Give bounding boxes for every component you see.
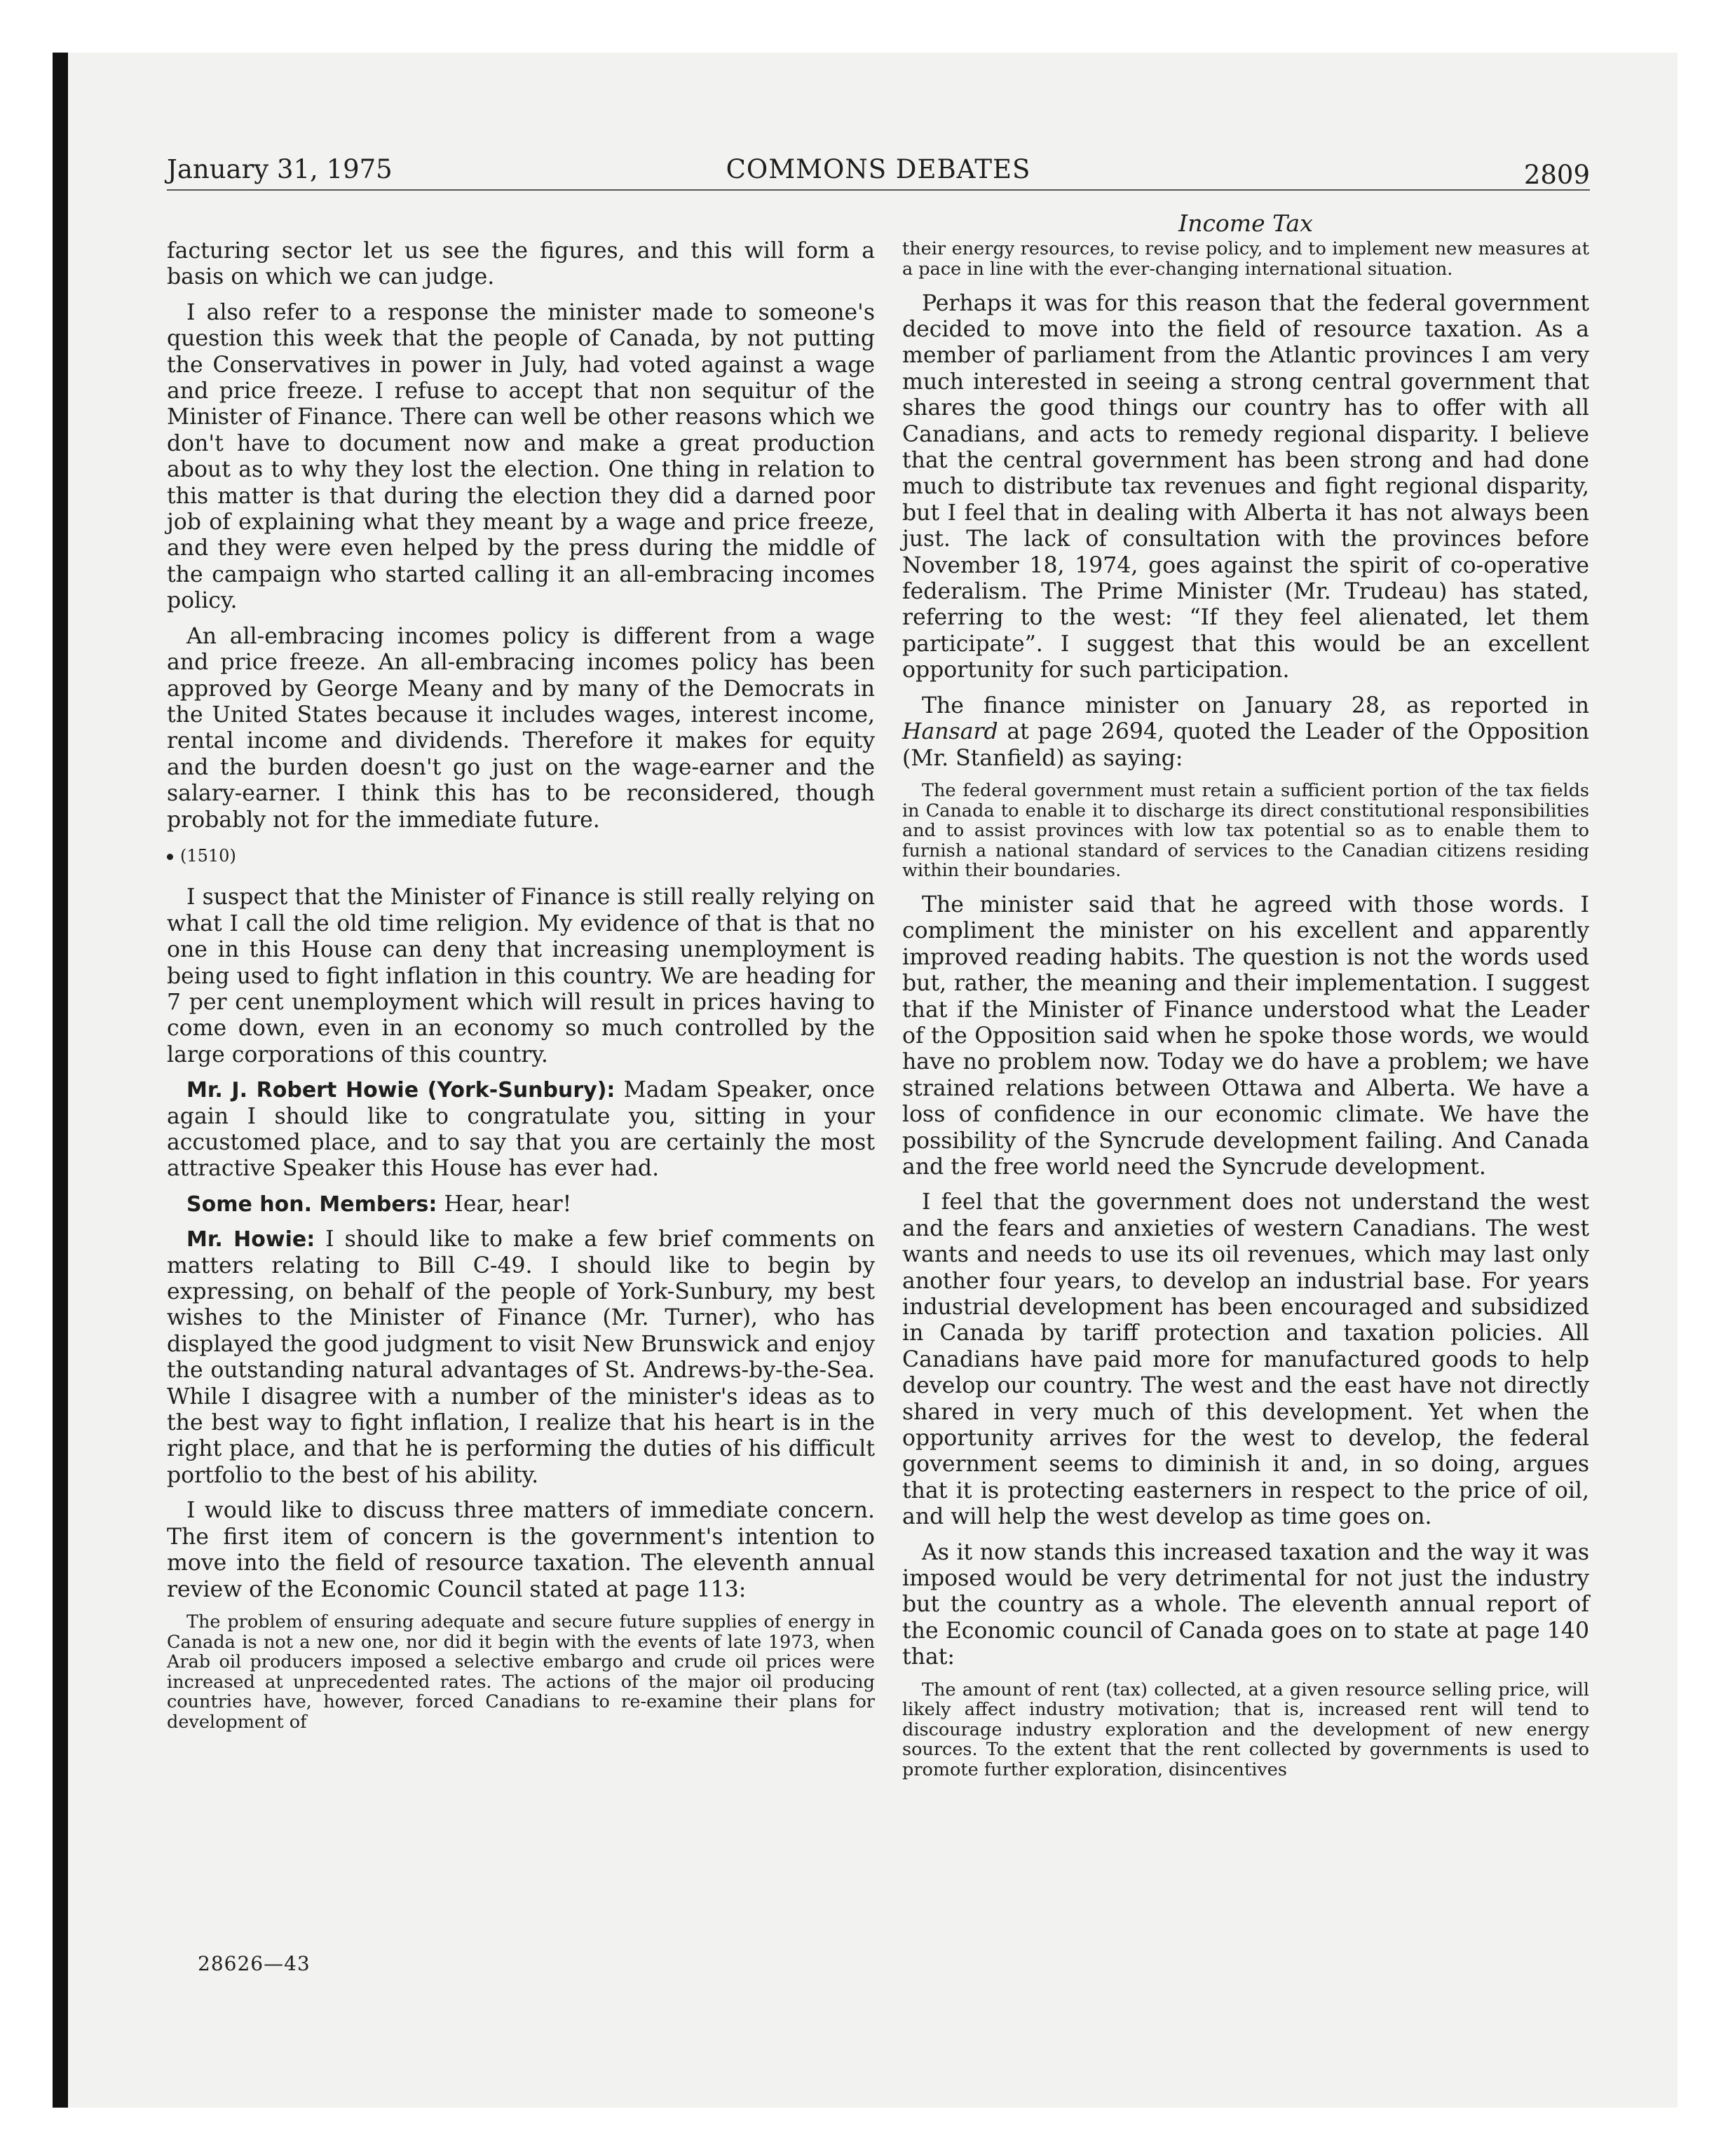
header-title: COMMONS DEBATES [726,154,1031,184]
block-quote: The problem of ensuring adequate and secure future supplies of energy in Canada is not a new one, nor did it begin with the events of late 1973, when Arab oil producers imposed a selective embargo and crude oil prices were increased at unprecedented rates. The actions of the major oil producing countries have, however, forced Canadians to re-examine their plans for development of [167,1611,875,1733]
time-marker [167,843,875,869]
paragraph [902,693,1589,772]
speech-text: Madam Speaker, once again I should like to congratulate you, sitting in your accustomed place, and to say that you are certainly the most attractive Speaker this House has ever had. [167,1077,875,1182]
header-page-number: 2809 [1523,160,1590,190]
text-run: The finance minister on January 28, as reported in [922,692,1589,718]
speech-paragraph [167,1077,875,1182]
time-marker-label: (1510) [180,845,236,866]
speaker-name: Mr. Howie: [186,1227,315,1253]
binding-edge [53,53,68,2108]
text-run: at page 2694, quoted the Leader of the Opposition (Mr. Stanfield) as saying: [902,719,1589,771]
paragraph: I would like to discuss three matters of immediate concern. The first item of concern is the government's intention to move into the field of resource taxation. The eleventh annual review of the Economic Council stated at page 113: [167,1498,875,1602]
right-column [902,210,1589,1792]
paragraph: Perhaps it was for this reason that the federal government decided to move into the field of resource taxation. As a member of parliament from the Atlantic provinces I am very much interested in seeing a strong central government that shares the good things our country has to offer with all Canadians, and acts to remedy regional disparity. I believe that the central government has been strong and had done much to distribute tax revenues and fight regional disparity, but I feel that in dealing with Alberta it has not always been just. The lack of consultation with the provinces before November 18, 1974, goes against the spirit of co-operative federalism. The Prime Minister (Mr. Trudeau) has stated, referring to the west: “If they feel alienated, let them participate”. I suggest that this would be an excellent opportunity for such participation. [902,290,1589,683]
paragraph: The minister said that he agreed with those words. I compliment the minister on his excellent and apparently improved reading habits. The question is not the words used but, rather, the meaning and their implementation. I suggest that if the Minister of Finance understood what the Leader of the Opposition said when he spoke those words, we would have no problem now. Today we do have a problem; we have strained relations between Ottawa and Alberta. We have a loss of confidence in our economic climate. We have the possibility of the Syncrude development failing. And Canada and the free world need the Syncrude development. [902,892,1589,1180]
speech-text: I should like to make a few brief comments on matters relating to Bill C-49. I should like to begin by expressing, on behalf of the people of York-Sunbury, my best wishes to the Minister of Finance (Mr. Turner), who has displayed the good judgment to visit New Brunswick and enjoy the outstanding natural advantages of St. Andrews-by-the-Sea. While I disagree with a number of the minister's ideas as to the best way to fight inflation, I realize that his heart is in the right place, and that he is performing the duties of his difficult portfolio to the best of his ability. [167,1227,875,1488]
paragraph: An all-embracing incomes policy is different from a wage and price freeze. An all-embracing incomes policy has been approved by George Meany and by many of the Democrats in the United States because it includes wages, interest income, rental income and dividends. Therefore it makes for equity and the burden doesn't go just on the wage-earner and the salary-earner. I think this has to be reconsidered, though probably not for the immediate future. [167,623,875,833]
paragraph: I suspect that the Minister of Finance is still really relying on what I call the old time religion. My evidence of that is that no one in this House can deny that increasing unemployment is being used to fight inflation in this country. We are heading for 7 per cent unemployment which will result in prices having to come down, even in an economy so much controlled by the large corporations of this country. [167,885,875,1067]
bullet-icon [167,854,173,860]
speaker-name: Mr. J. Robert Howie (York-Sunbury): [186,1078,615,1103]
hansard-reference: Hansard [902,719,998,745]
left-column [167,238,875,1743]
page-header [167,153,1590,191]
speech-paragraph [167,1227,875,1489]
header-date: January 31, 1975 [167,154,393,184]
block-quote: their energy resources, to revise policy, and to implement new measures at a pace in line with the ever-changing international situation. [902,238,1589,280]
paragraph: As it now stands this increased taxation and the way it was imposed would be very detrimental for not just the industry but the country as a whole. The eleventh annual report of the Economic council of Canada goes on to state at page 140 that: [902,1539,1589,1670]
block-quote: The amount of rent (tax) collected, at a given resource selling price, will likely affect industry motivation; that is, increased rent will tend to discourage industry exploration and the development of new energy sources. To the extent that the rent collected by governments is used to promote further exploration, disincentives [902,1679,1589,1781]
paragraph: I feel that the government does not understand the west and the fears and anxieties of western Canadians. The west wants and needs to use its oil revenues, which may last only another four years, to develop an industrial base. For years industrial development has been encouraged and subsidized in Canada by tariff protection and taxation policies. All Canadians have paid more for manufactured goods to help develop our country. The west and the east have not directly shared in very much of this development. Yet when the opportunity arrives for the west to develop, the federal government seems to diminish it and, in so doing, argues that it is protecting easterners in respect to the price of oil, and will help the west develop as time goes on. [902,1189,1589,1530]
speech-text: Hear, hear! [444,1191,572,1217]
block-quote: The federal government must retain a sufficient portion of the tax fields in Canada to enable it to discharge its direct constitutional responsibilities and to assist provinces with low tax potential so as to enable them to furnish a national standard of services to the Canadian citizens residing within their boundaries. [902,779,1589,882]
paragraph: I also refer to a response the minister made to someone's question this week that the people of Canada, by not putting the Conservatives in power in July, had voted against a wage and price freeze. I refuse to accept that non sequitur of the Minister of Finance. There can well be other reasons which we don't have to document now and make a great production about as to why they lost the election. One thing in relation to this matter is that during the election they did a darned poor job of explaining what they meant by a wage and price freeze, and they were even helped by the press during the middle of the campaign who started calling it an all-embracing incomes policy. [167,299,875,614]
paragraph: facturing sector let us see the figures, and this will form a basis on which we can judge. [167,238,875,290]
printer-code: 28626—43 [198,1952,311,1975]
speaker-name: Some hon. Members: [186,1192,437,1217]
section-title: Income Tax [1178,210,1313,237]
speech-paragraph [167,1192,875,1217]
